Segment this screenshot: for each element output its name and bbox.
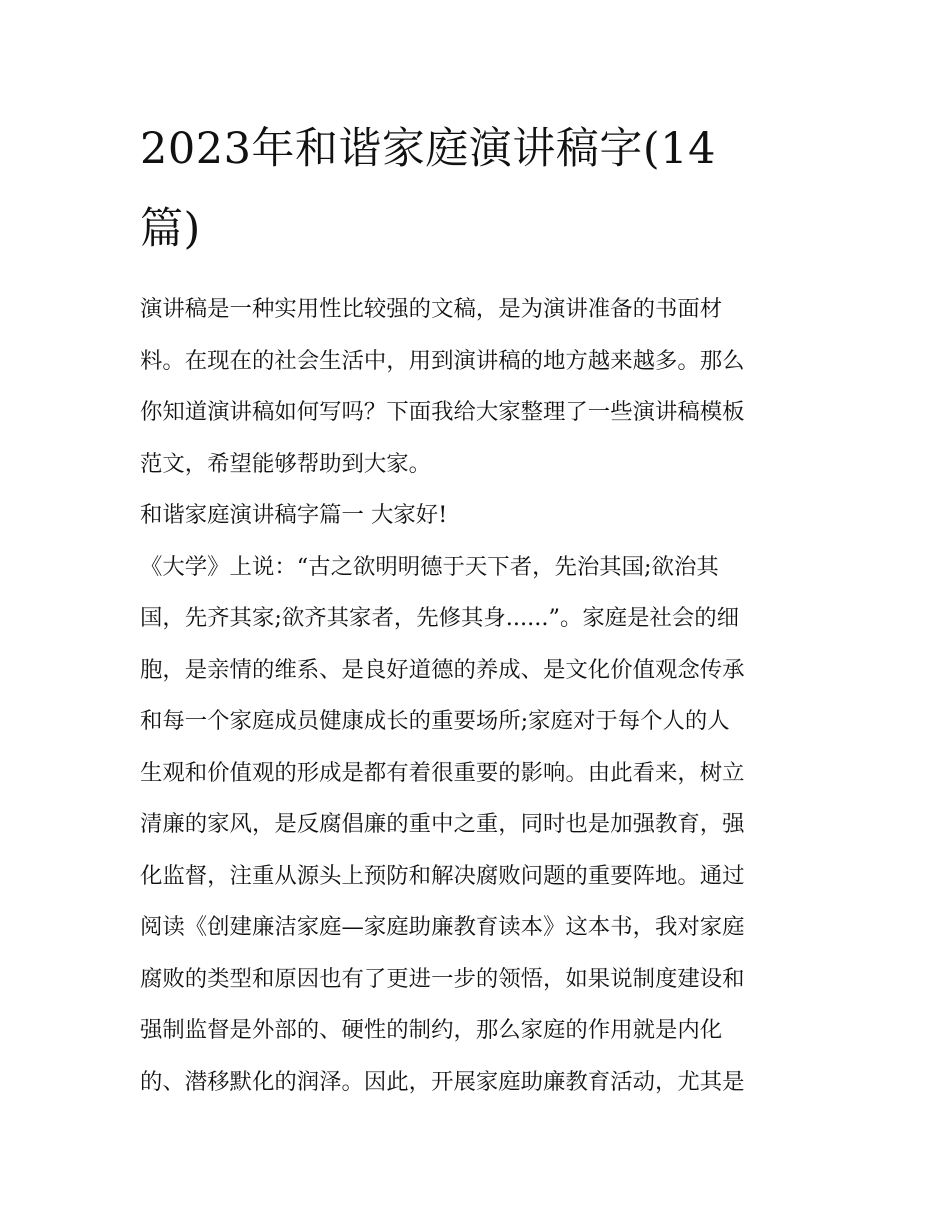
section-line: 国，先齐其家;欲齐其家者，先修其身......”。家庭是社会的细 <box>140 605 740 631</box>
document-title <box>140 120 812 258</box>
section-line: 强制监督是外部的、硬性的制约，那么家庭的作用就是内化 <box>140 1017 723 1043</box>
section-paragraph <box>140 542 812 1109</box>
section-line: 和每一个家庭成员健康成长的重要场所;家庭对于每个人的人 <box>140 708 730 734</box>
section-line: 腐败的类型和原因也有了更进一步的领悟，如果说制度建设和 <box>140 965 745 992</box>
document-page <box>140 120 812 1108</box>
intro-line: 范文，希望能够帮助到大家。 <box>140 450 432 477</box>
title-line-1: 2023年和谐家庭演讲稿字(14 <box>140 124 716 174</box>
intro-line: 料。在现在的社会生活中，用到演讲稿的地方越来越多。那么 <box>140 347 745 374</box>
section-line: 清廉的家风，是反腐倡廉的重中之重，同时也是加强教育，强 <box>140 811 745 837</box>
title-line-2: 篇) <box>140 204 201 254</box>
intro-line: 你知道演讲稿如何写吗？下面我给大家整理了一些演讲稿模板 <box>140 399 745 425</box>
intro-line: 演讲稿是一种实用性比较强的文稿，是为演讲准备的书面材 <box>140 296 723 322</box>
section-heading: 和谐家庭演讲稿字篇一 大家好! <box>140 502 448 528</box>
section-line: 《大学》上说：“古之欲明明德于天下者，先治其国;欲治其 <box>140 553 719 580</box>
section-line: 生观和价值观的形成是都有着很重要的影响。由此看来，树立 <box>140 759 745 786</box>
section-line: 化监督，注重从源头上预防和解决腐败问题的重要阵地。通过 <box>140 862 745 889</box>
document-body <box>140 284 812 1108</box>
section-line: 胞，是亲情的维系、是良好道德的养成、是文化价值观念传承 <box>140 656 745 683</box>
intro-paragraph <box>140 284 812 490</box>
section-line: 的、潜移默化的润泽。因此，开展家庭助廉教育活动，尤其是 <box>140 1068 745 1095</box>
section-line: 阅读《创建廉洁家庭—家庭助廉教育读本》这本书，我对家庭 <box>140 914 745 940</box>
